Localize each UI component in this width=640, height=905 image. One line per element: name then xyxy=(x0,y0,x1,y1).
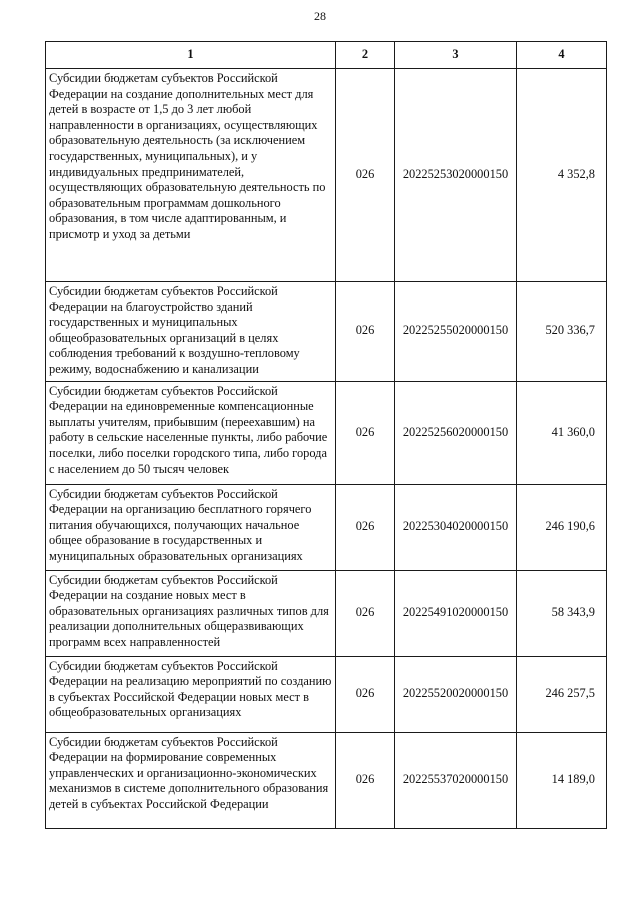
table-row xyxy=(46,732,607,828)
table-row xyxy=(46,282,607,382)
table-row xyxy=(46,381,607,484)
row-kbk: 20225253020000150 xyxy=(395,69,517,282)
column-header-1: 1 xyxy=(46,42,336,69)
column-header-4: 4 xyxy=(517,42,607,69)
row-code: 026 xyxy=(336,732,395,828)
row-kbk: 20225304020000150 xyxy=(395,484,517,570)
table-header xyxy=(46,42,607,69)
row-name: Субсидии бюджетам субъектов Российской Федерации на единовременные компенсационные выплаты учителям, прибывшим (переехавшим) на работу в сельские населенные пункты, либо рабочие поселки, либо поселки городского типа, либо города с населением до 50 тысяч человек xyxy=(46,381,336,484)
row-amount: 14 189,0 xyxy=(517,732,607,828)
table-row xyxy=(46,570,607,656)
row-code: 026 xyxy=(336,282,395,382)
table-row xyxy=(46,69,607,282)
row-name: Субсидии бюджетам субъектов Российской Федерации на формирование современных управленческих и организационно-экономических механизмов в системе дополнительного образования детей в субъектах Российской Федерации xyxy=(46,732,336,828)
row-amount: 58 343,9 xyxy=(517,570,607,656)
row-amount: 4 352,8 xyxy=(517,69,607,282)
row-name: Субсидии бюджетам субъектов Российской Федерации на благоустройство зданий государственных и муниципальных общеобразовательных организаций в целях соблюдения требований к воздушно-тепловому режиму, водоснабжению и канализации xyxy=(46,282,336,382)
row-name: Субсидии бюджетам субъектов Российской Федерации на создание новых мест в образовательных организациях различных типов для реализации дополнительных общеразвивающих программ всех направленностей xyxy=(46,570,336,656)
row-code: 026 xyxy=(336,570,395,656)
header-row xyxy=(46,42,607,69)
column-header-2: 2 xyxy=(336,42,395,69)
row-kbk: 20225256020000150 xyxy=(395,381,517,484)
row-name: Субсидии бюджетам субъектов Российской Федерации на организацию бесплатного горячего питания обучающихся, получающих начальное общее образование в государственных и муниципальных образовательных организациях xyxy=(46,484,336,570)
page-number: 28 xyxy=(314,9,326,23)
row-amount: 520 336,7 xyxy=(517,282,607,382)
budget-table xyxy=(45,41,607,829)
column-header-3: 3 xyxy=(395,42,517,69)
row-amount: 246 190,6 xyxy=(517,484,607,570)
row-name: Субсидии бюджетам субъектов Российской Федерации на создание дополнительных мест для детей в возрасте от 1,5 до 3 лет любой направленности в организациях, осуществляющих образовательную деятельность (за исключением государственных, муниципальных), и у индивидуальных предпринимателей, осуществляющих образовательную деятельность по образовательным программам дошкольного образования, в том числе адаптированным, и присмотр и уход за детьми xyxy=(46,69,336,282)
table-body xyxy=(46,69,607,829)
row-kbk: 20225255020000150 xyxy=(395,282,517,382)
row-code: 026 xyxy=(336,381,395,484)
row-kbk: 20225520020000150 xyxy=(395,656,517,732)
row-kbk: 20225491020000150 xyxy=(395,570,517,656)
row-amount: 41 360,0 xyxy=(517,381,607,484)
table-row xyxy=(46,656,607,732)
table-row xyxy=(46,484,607,570)
row-code: 026 xyxy=(336,484,395,570)
row-name: Субсидии бюджетам субъектов Российской Федерации на реализацию мероприятий по созданию в субъектах Российской Федерации новых мест в общеобразовательных организациях xyxy=(46,656,336,732)
row-amount: 246 257,5 xyxy=(517,656,607,732)
row-kbk: 20225537020000150 xyxy=(395,732,517,828)
row-code: 026 xyxy=(336,656,395,732)
row-code: 026 xyxy=(336,69,395,282)
